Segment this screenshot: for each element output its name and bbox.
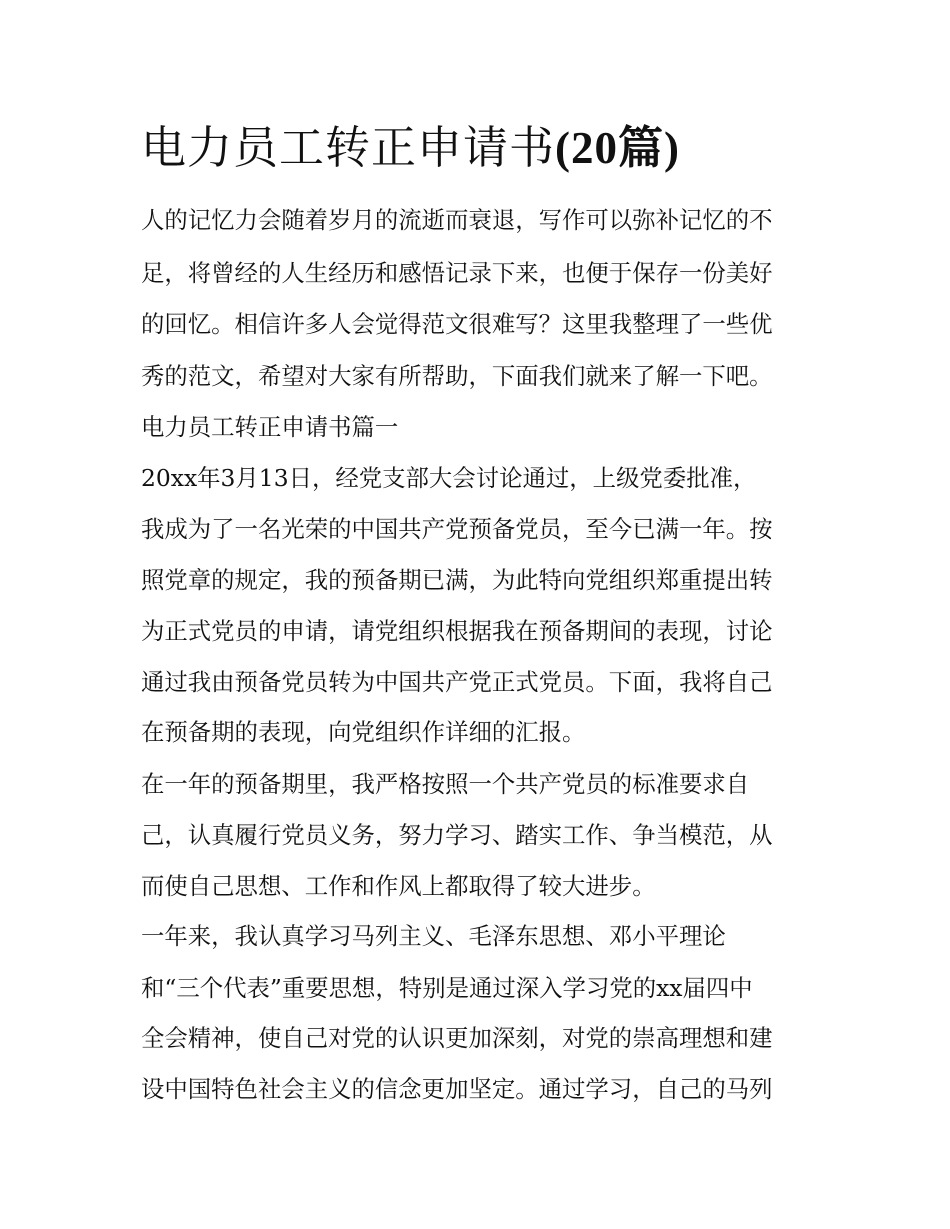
section-heading: 电力员工转正申请书篇一 <box>141 413 399 441</box>
body-line: 和“三个代表”重要思想，特别是通过深入学习党的xx届四中 <box>141 974 753 1002</box>
body-line: 20xx年3月13日，经党支部大会讨论通过，上级党委批准， <box>141 464 757 492</box>
body-line: 在一年的预备期里，我严格按照一个共产党员的标准要求自 <box>141 770 750 798</box>
body-line: 秀的范文，希望对大家有所帮助，下面我们就来了解一下吧。 <box>141 362 773 390</box>
body-line: 在预备期的表现，向党组织作详细的汇报。 <box>141 718 586 746</box>
title-count: (20篇) <box>555 123 680 173</box>
body-line: 照党章的规定，我的预备期已满，为此特向党组织郑重提出转 <box>141 566 773 594</box>
body-line: 设中国特色社会主义的信念更加坚定。通过学习，自己的马列 <box>141 1075 773 1103</box>
title-main: 电力员工转正申请书 <box>141 121 556 174</box>
body-line: 己，认真履行党员义务，努力学习、踏实工作、争当模范，从 <box>141 821 773 849</box>
body-line: 全会精神，使自己对党的认识更加深刻，对党的崇高理想和建 <box>141 1024 773 1052</box>
body-line: 通过我由预备党员转为中国共产党正式党员。下面，我将自己 <box>141 668 773 696</box>
body-line: 而使自己思想、工作和作风上都取得了较大进步。 <box>141 872 656 900</box>
document-title <box>141 118 841 178</box>
body-line: 一年来，我认真学习马列主义、毛泽东思想、邓小平理论 <box>141 922 726 950</box>
body-line: 人的记忆力会随着岁月的流逝而衰退，写作可以弥补记忆的不 <box>141 206 773 234</box>
body-line: 足，将曾经的人生经历和感悟记录下来，也便于保存一份美好 <box>141 259 773 287</box>
body-line: 为正式党员的申请，请党组织根据我在预备期间的表现，讨论 <box>141 617 773 645</box>
body-line: 我成为了一名光荣的中国共产党预备党员，至今已满一年。按 <box>141 515 773 543</box>
body-line: 的回忆。相信许多人会觉得范文很难写？这里我整理了一些优 <box>141 310 773 338</box>
